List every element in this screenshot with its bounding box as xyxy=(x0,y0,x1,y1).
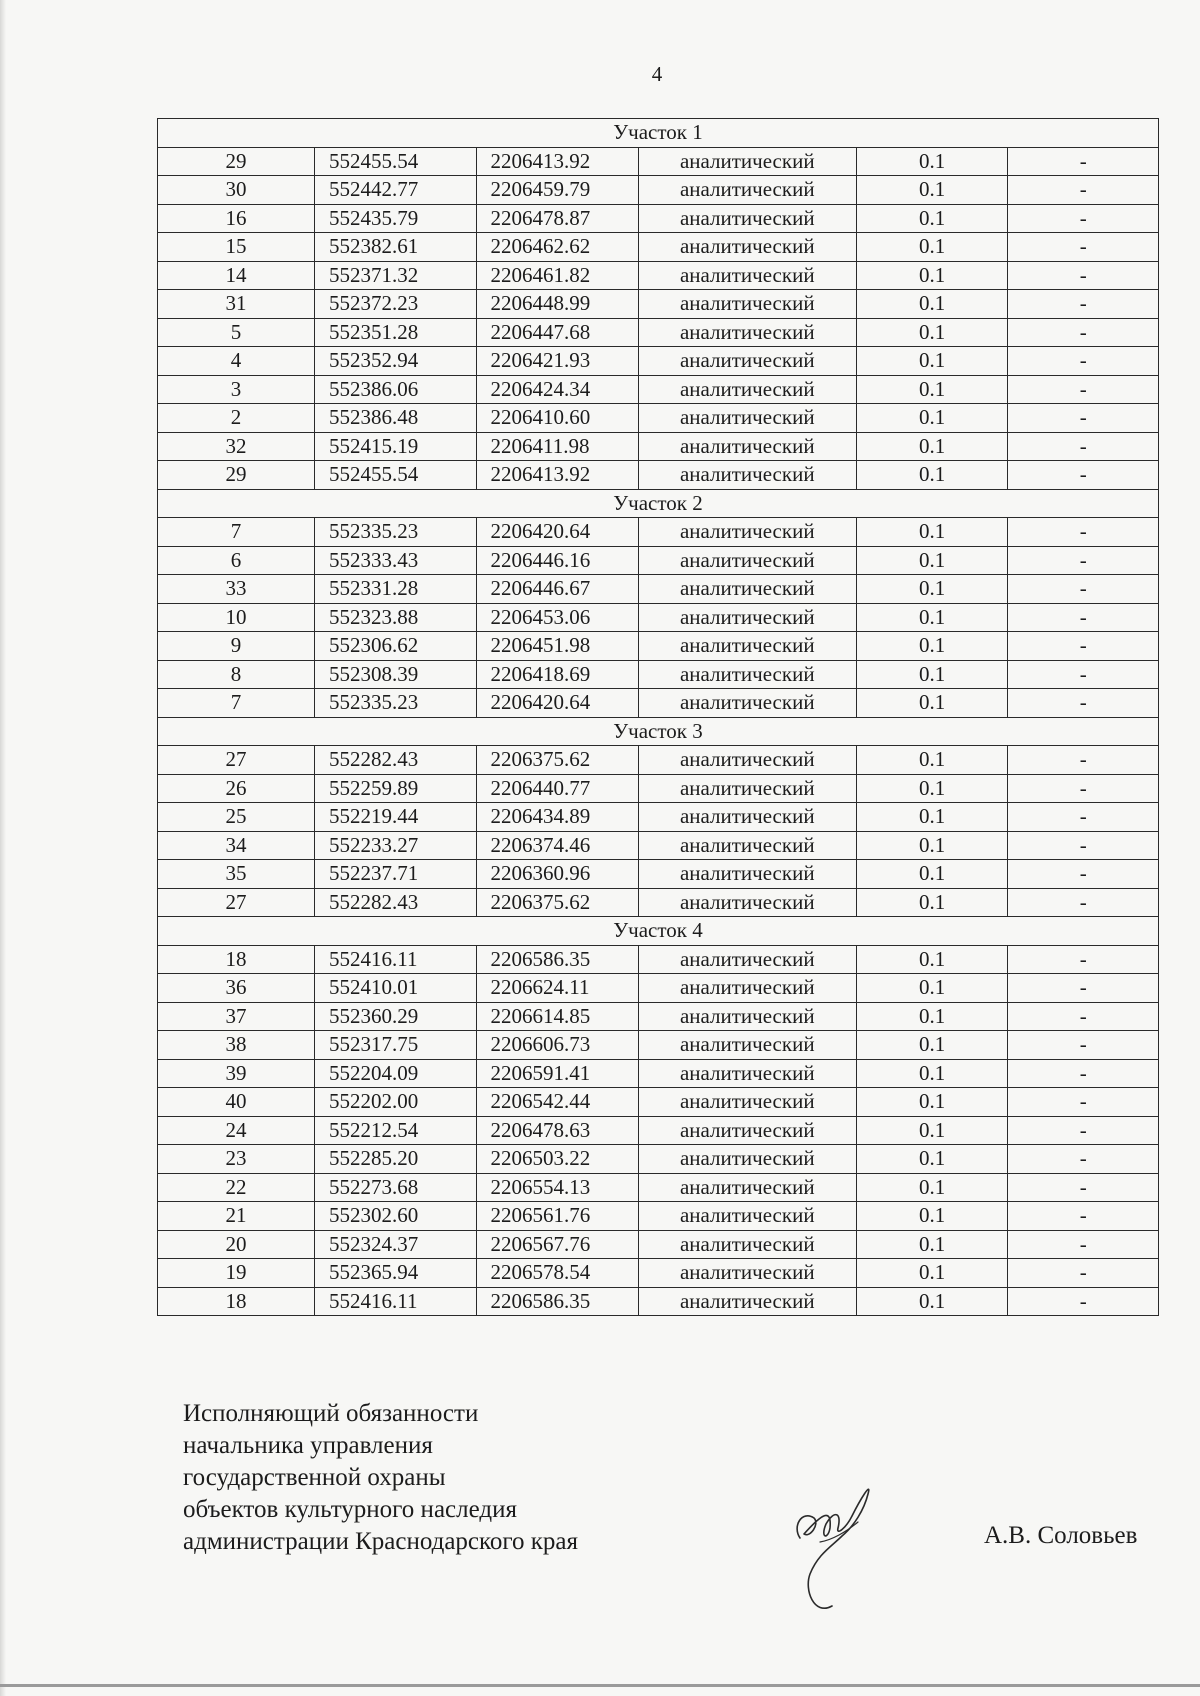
y-coordinate-cell: 2206446.67 xyxy=(476,575,638,604)
table-row xyxy=(158,774,1159,803)
method-cell: аналитический xyxy=(638,974,856,1003)
method-cell: аналитический xyxy=(638,945,856,974)
handwritten-signature xyxy=(780,1476,900,1626)
method-cell: аналитический xyxy=(638,603,856,632)
method-cell: аналитический xyxy=(638,461,856,490)
description-cell: - xyxy=(1008,603,1159,632)
accuracy-cell: 0.1 xyxy=(856,632,1008,661)
point-number-cell: 30 xyxy=(158,176,315,205)
x-coordinate-cell: 552335.23 xyxy=(314,518,476,547)
y-coordinate-cell: 2206624.11 xyxy=(476,974,638,1003)
table-row xyxy=(158,1031,1159,1060)
x-coordinate-cell: 552382.61 xyxy=(314,233,476,262)
method-cell: аналитический xyxy=(638,546,856,575)
accuracy-cell: 0.1 xyxy=(856,518,1008,547)
table-row xyxy=(158,603,1159,632)
table-row xyxy=(158,318,1159,347)
x-coordinate-cell: 552212.54 xyxy=(314,1116,476,1145)
description-cell: - xyxy=(1008,1230,1159,1259)
coordinates-table-body xyxy=(158,119,1159,1316)
section-title: Участок 2 xyxy=(158,489,1159,518)
table-row xyxy=(158,860,1159,889)
y-coordinate-cell: 2206420.64 xyxy=(476,689,638,718)
method-cell: аналитический xyxy=(638,176,856,205)
x-coordinate-cell: 552317.75 xyxy=(314,1031,476,1060)
table-row xyxy=(158,746,1159,775)
x-coordinate-cell: 552308.39 xyxy=(314,660,476,689)
point-number-cell: 22 xyxy=(158,1173,315,1202)
point-number-cell: 14 xyxy=(158,261,315,290)
y-coordinate-cell: 2206478.63 xyxy=(476,1116,638,1145)
table-row xyxy=(158,1059,1159,1088)
y-coordinate-cell: 2206459.79 xyxy=(476,176,638,205)
description-cell: - xyxy=(1008,290,1159,319)
accuracy-cell: 0.1 xyxy=(856,1088,1008,1117)
point-number-cell: 26 xyxy=(158,774,315,803)
method-cell: аналитический xyxy=(638,404,856,433)
description-cell: - xyxy=(1008,176,1159,205)
method-cell: аналитический xyxy=(638,233,856,262)
method-cell: аналитический xyxy=(638,1116,856,1145)
table-row xyxy=(158,831,1159,860)
table-row xyxy=(158,1116,1159,1145)
y-coordinate-cell: 2206578.54 xyxy=(476,1259,638,1288)
description-cell: - xyxy=(1008,1002,1159,1031)
accuracy-cell: 0.1 xyxy=(856,1059,1008,1088)
x-coordinate-cell: 552282.43 xyxy=(314,746,476,775)
y-coordinate-cell: 2206542.44 xyxy=(476,1088,638,1117)
table-row xyxy=(158,1202,1159,1231)
x-coordinate-cell: 552302.60 xyxy=(314,1202,476,1231)
table-row xyxy=(158,888,1159,917)
accuracy-cell: 0.1 xyxy=(856,546,1008,575)
accuracy-cell: 0.1 xyxy=(856,461,1008,490)
accuracy-cell: 0.1 xyxy=(856,1173,1008,1202)
point-number-cell: 10 xyxy=(158,603,315,632)
x-coordinate-cell: 552372.23 xyxy=(314,290,476,319)
accuracy-cell: 0.1 xyxy=(856,1230,1008,1259)
section-header-row xyxy=(158,717,1159,746)
description-cell: - xyxy=(1008,974,1159,1003)
method-cell: аналитический xyxy=(638,632,856,661)
x-coordinate-cell: 552306.62 xyxy=(314,632,476,661)
description-cell: - xyxy=(1008,318,1159,347)
point-number-cell: 16 xyxy=(158,204,315,233)
method-cell: аналитический xyxy=(638,888,856,917)
x-coordinate-cell: 552455.54 xyxy=(314,147,476,176)
description-cell: - xyxy=(1008,518,1159,547)
signer-position-line: объектов культурного наследия xyxy=(183,1496,517,1523)
description-cell: - xyxy=(1008,375,1159,404)
point-number-cell: 37 xyxy=(158,1002,315,1031)
description-cell: - xyxy=(1008,233,1159,262)
description-cell: - xyxy=(1008,1088,1159,1117)
method-cell: аналитический xyxy=(638,1002,856,1031)
x-coordinate-cell: 552360.29 xyxy=(314,1002,476,1031)
x-coordinate-cell: 552386.06 xyxy=(314,375,476,404)
table-row xyxy=(158,233,1159,262)
method-cell: аналитический xyxy=(638,1145,856,1174)
accuracy-cell: 0.1 xyxy=(856,774,1008,803)
description-cell: - xyxy=(1008,1145,1159,1174)
table-row xyxy=(158,261,1159,290)
table-row xyxy=(158,1002,1159,1031)
table-row xyxy=(158,1145,1159,1174)
description-cell: - xyxy=(1008,1259,1159,1288)
table-row xyxy=(158,147,1159,176)
section-title: Участок 4 xyxy=(158,917,1159,946)
point-number-cell: 20 xyxy=(158,1230,315,1259)
coordinates-table xyxy=(157,118,1159,1316)
x-coordinate-cell: 552237.71 xyxy=(314,860,476,889)
method-cell: аналитический xyxy=(638,774,856,803)
table-row xyxy=(158,632,1159,661)
description-cell: - xyxy=(1008,1059,1159,1088)
point-number-cell: 23 xyxy=(158,1145,315,1174)
accuracy-cell: 0.1 xyxy=(856,1002,1008,1031)
accuracy-cell: 0.1 xyxy=(856,689,1008,718)
point-number-cell: 36 xyxy=(158,974,315,1003)
accuracy-cell: 0.1 xyxy=(856,974,1008,1003)
y-coordinate-cell: 2206561.76 xyxy=(476,1202,638,1231)
y-coordinate-cell: 2206554.13 xyxy=(476,1173,638,1202)
table-row xyxy=(158,404,1159,433)
signer-position xyxy=(183,1398,578,1558)
description-cell: - xyxy=(1008,803,1159,832)
accuracy-cell: 0.1 xyxy=(856,888,1008,917)
y-coordinate-cell: 2206418.69 xyxy=(476,660,638,689)
point-number-cell: 35 xyxy=(158,860,315,889)
table-row xyxy=(158,347,1159,376)
y-coordinate-cell: 2206434.89 xyxy=(476,803,638,832)
method-cell: аналитический xyxy=(638,860,856,889)
method-cell: аналитический xyxy=(638,746,856,775)
point-number-cell: 4 xyxy=(158,347,315,376)
section-title: Участок 1 xyxy=(158,119,1159,148)
description-cell: - xyxy=(1008,546,1159,575)
table-row xyxy=(158,176,1159,205)
point-number-cell: 2 xyxy=(158,404,315,433)
table-row xyxy=(158,546,1159,575)
section-header-row xyxy=(158,489,1159,518)
y-coordinate-cell: 2206606.73 xyxy=(476,1031,638,1060)
x-coordinate-cell: 552455.54 xyxy=(314,461,476,490)
y-coordinate-cell: 2206410.60 xyxy=(476,404,638,433)
accuracy-cell: 0.1 xyxy=(856,803,1008,832)
y-coordinate-cell: 2206461.82 xyxy=(476,261,638,290)
section-title: Участок 3 xyxy=(158,717,1159,746)
table-row xyxy=(158,1259,1159,1288)
y-coordinate-cell: 2206503.22 xyxy=(476,1145,638,1174)
accuracy-cell: 0.1 xyxy=(856,1202,1008,1231)
accuracy-cell: 0.1 xyxy=(856,176,1008,205)
table-row xyxy=(158,689,1159,718)
table-row xyxy=(158,1088,1159,1117)
point-number-cell: 34 xyxy=(158,831,315,860)
y-coordinate-cell: 2206447.68 xyxy=(476,318,638,347)
description-cell: - xyxy=(1008,1287,1159,1316)
point-number-cell: 31 xyxy=(158,290,315,319)
table-row xyxy=(158,974,1159,1003)
point-number-cell: 8 xyxy=(158,660,315,689)
description-cell: - xyxy=(1008,632,1159,661)
x-coordinate-cell: 552259.89 xyxy=(314,774,476,803)
scan-left-edge xyxy=(0,0,6,1696)
description-cell: - xyxy=(1008,831,1159,860)
method-cell: аналитический xyxy=(638,147,856,176)
y-coordinate-cell: 2206586.35 xyxy=(476,945,638,974)
description-cell: - xyxy=(1008,888,1159,917)
x-coordinate-cell: 552273.68 xyxy=(314,1173,476,1202)
table-row xyxy=(158,518,1159,547)
accuracy-cell: 0.1 xyxy=(856,1145,1008,1174)
point-number-cell: 6 xyxy=(158,546,315,575)
method-cell: аналитический xyxy=(638,1230,856,1259)
accuracy-cell: 0.1 xyxy=(856,347,1008,376)
accuracy-cell: 0.1 xyxy=(856,1287,1008,1316)
y-coordinate-cell: 2206411.98 xyxy=(476,432,638,461)
description-cell: - xyxy=(1008,204,1159,233)
x-coordinate-cell: 552233.27 xyxy=(314,831,476,860)
table-row xyxy=(158,1230,1159,1259)
x-coordinate-cell: 552335.23 xyxy=(314,689,476,718)
table-row xyxy=(158,204,1159,233)
x-coordinate-cell: 552371.32 xyxy=(314,261,476,290)
method-cell: аналитический xyxy=(638,375,856,404)
description-cell: - xyxy=(1008,1116,1159,1145)
description-cell: - xyxy=(1008,347,1159,376)
x-coordinate-cell: 552386.48 xyxy=(314,404,476,433)
x-coordinate-cell: 552435.79 xyxy=(314,204,476,233)
point-number-cell: 21 xyxy=(158,1202,315,1231)
description-cell: - xyxy=(1008,261,1159,290)
x-coordinate-cell: 552202.00 xyxy=(314,1088,476,1117)
y-coordinate-cell: 2206614.85 xyxy=(476,1002,638,1031)
y-coordinate-cell: 2206375.62 xyxy=(476,746,638,775)
accuracy-cell: 0.1 xyxy=(856,860,1008,889)
description-cell: - xyxy=(1008,945,1159,974)
description-cell: - xyxy=(1008,660,1159,689)
signer-position-line: администрации Краснодарского края xyxy=(183,1528,579,1555)
signer-position-line: государственной охраны xyxy=(183,1464,446,1491)
accuracy-cell: 0.1 xyxy=(856,746,1008,775)
accuracy-cell: 0.1 xyxy=(856,1116,1008,1145)
x-coordinate-cell: 552323.88 xyxy=(314,603,476,632)
accuracy-cell: 0.1 xyxy=(856,660,1008,689)
point-number-cell: 24 xyxy=(158,1116,315,1145)
point-number-cell: 9 xyxy=(158,632,315,661)
table-row xyxy=(158,461,1159,490)
table-row xyxy=(158,375,1159,404)
point-number-cell: 7 xyxy=(158,689,315,718)
section-header-row xyxy=(158,119,1159,148)
table-row xyxy=(158,1287,1159,1316)
y-coordinate-cell: 2206413.92 xyxy=(476,461,638,490)
point-number-cell: 19 xyxy=(158,1259,315,1288)
accuracy-cell: 0.1 xyxy=(856,318,1008,347)
y-coordinate-cell: 2206421.93 xyxy=(476,347,638,376)
method-cell: аналитический xyxy=(638,1287,856,1316)
accuracy-cell: 0.1 xyxy=(856,603,1008,632)
method-cell: аналитический xyxy=(638,318,856,347)
method-cell: аналитический xyxy=(638,1259,856,1288)
x-coordinate-cell: 552204.09 xyxy=(314,1059,476,1088)
point-number-cell: 29 xyxy=(158,461,315,490)
point-number-cell: 27 xyxy=(158,888,315,917)
method-cell: аналитический xyxy=(638,1088,856,1117)
point-number-cell: 15 xyxy=(158,233,315,262)
point-number-cell: 29 xyxy=(158,147,315,176)
y-coordinate-cell: 2206420.64 xyxy=(476,518,638,547)
x-coordinate-cell: 552333.43 xyxy=(314,546,476,575)
signer-position-line: Исполняющий обязанности xyxy=(183,1400,479,1427)
x-coordinate-cell: 552331.28 xyxy=(314,575,476,604)
table-row xyxy=(158,575,1159,604)
signer-name: А.В. Соловьев xyxy=(984,1522,1138,1549)
accuracy-cell: 0.1 xyxy=(856,1031,1008,1060)
point-number-cell: 5 xyxy=(158,318,315,347)
y-coordinate-cell: 2206446.16 xyxy=(476,546,638,575)
point-number-cell: 33 xyxy=(158,575,315,604)
accuracy-cell: 0.1 xyxy=(856,945,1008,974)
description-cell: - xyxy=(1008,860,1159,889)
method-cell: аналитический xyxy=(638,689,856,718)
y-coordinate-cell: 2206586.35 xyxy=(476,1287,638,1316)
point-number-cell: 40 xyxy=(158,1088,315,1117)
x-coordinate-cell: 552285.20 xyxy=(314,1145,476,1174)
table-row xyxy=(158,432,1159,461)
point-number-cell: 25 xyxy=(158,803,315,832)
scan-bottom-edge xyxy=(0,1684,1200,1687)
point-number-cell: 38 xyxy=(158,1031,315,1060)
accuracy-cell: 0.1 xyxy=(856,831,1008,860)
description-cell: - xyxy=(1008,147,1159,176)
accuracy-cell: 0.1 xyxy=(856,147,1008,176)
description-cell: - xyxy=(1008,1173,1159,1202)
y-coordinate-cell: 2206424.34 xyxy=(476,375,638,404)
method-cell: аналитический xyxy=(638,261,856,290)
y-coordinate-cell: 2206591.41 xyxy=(476,1059,638,1088)
description-cell: - xyxy=(1008,404,1159,433)
x-coordinate-cell: 552352.94 xyxy=(314,347,476,376)
table-row xyxy=(158,803,1159,832)
accuracy-cell: 0.1 xyxy=(856,1259,1008,1288)
x-coordinate-cell: 552365.94 xyxy=(314,1259,476,1288)
point-number-cell: 39 xyxy=(158,1059,315,1088)
accuracy-cell: 0.1 xyxy=(856,290,1008,319)
y-coordinate-cell: 2206453.06 xyxy=(476,603,638,632)
y-coordinate-cell: 2206375.62 xyxy=(476,888,638,917)
point-number-cell: 18 xyxy=(158,1287,315,1316)
description-cell: - xyxy=(1008,1202,1159,1231)
description-cell: - xyxy=(1008,746,1159,775)
x-coordinate-cell: 552415.19 xyxy=(314,432,476,461)
point-number-cell: 27 xyxy=(158,746,315,775)
y-coordinate-cell: 2206462.62 xyxy=(476,233,638,262)
method-cell: аналитический xyxy=(638,1059,856,1088)
description-cell: - xyxy=(1008,461,1159,490)
description-cell: - xyxy=(1008,1031,1159,1060)
x-coordinate-cell: 552282.43 xyxy=(314,888,476,917)
method-cell: аналитический xyxy=(638,432,856,461)
method-cell: аналитический xyxy=(638,1031,856,1060)
method-cell: аналитический xyxy=(638,204,856,233)
y-coordinate-cell: 2206451.98 xyxy=(476,632,638,661)
accuracy-cell: 0.1 xyxy=(856,575,1008,604)
accuracy-cell: 0.1 xyxy=(856,204,1008,233)
point-number-cell: 7 xyxy=(158,518,315,547)
accuracy-cell: 0.1 xyxy=(856,233,1008,262)
x-coordinate-cell: 552324.37 xyxy=(314,1230,476,1259)
method-cell: аналитический xyxy=(638,290,856,319)
method-cell: аналитический xyxy=(638,347,856,376)
method-cell: аналитический xyxy=(638,1173,856,1202)
description-cell: - xyxy=(1008,575,1159,604)
point-number-cell: 32 xyxy=(158,432,315,461)
point-number-cell: 3 xyxy=(158,375,315,404)
page-number: 4 xyxy=(651,62,663,86)
y-coordinate-cell: 2206374.46 xyxy=(476,831,638,860)
x-coordinate-cell: 552416.11 xyxy=(314,1287,476,1316)
method-cell: аналитический xyxy=(638,803,856,832)
x-coordinate-cell: 552351.28 xyxy=(314,318,476,347)
y-coordinate-cell: 2206413.92 xyxy=(476,147,638,176)
table-row xyxy=(158,945,1159,974)
method-cell: аналитический xyxy=(638,660,856,689)
x-coordinate-cell: 552219.44 xyxy=(314,803,476,832)
description-cell: - xyxy=(1008,432,1159,461)
accuracy-cell: 0.1 xyxy=(856,432,1008,461)
signer-position-line: начальника управления xyxy=(183,1432,433,1459)
y-coordinate-cell: 2206440.77 xyxy=(476,774,638,803)
x-coordinate-cell: 552442.77 xyxy=(314,176,476,205)
point-number-cell: 18 xyxy=(158,945,315,974)
y-coordinate-cell: 2206567.76 xyxy=(476,1230,638,1259)
table-row xyxy=(158,1173,1159,1202)
section-header-row xyxy=(158,917,1159,946)
description-cell: - xyxy=(1008,689,1159,718)
y-coordinate-cell: 2206478.87 xyxy=(476,204,638,233)
accuracy-cell: 0.1 xyxy=(856,375,1008,404)
x-coordinate-cell: 552410.01 xyxy=(314,974,476,1003)
method-cell: аналитический xyxy=(638,1202,856,1231)
method-cell: аналитический xyxy=(638,518,856,547)
y-coordinate-cell: 2206448.99 xyxy=(476,290,638,319)
method-cell: аналитический xyxy=(638,831,856,860)
accuracy-cell: 0.1 xyxy=(856,261,1008,290)
table-row xyxy=(158,660,1159,689)
table-row xyxy=(158,290,1159,319)
y-coordinate-cell: 2206360.96 xyxy=(476,860,638,889)
x-coordinate-cell: 552416.11 xyxy=(314,945,476,974)
accuracy-cell: 0.1 xyxy=(856,404,1008,433)
method-cell: аналитический xyxy=(638,575,856,604)
description-cell: - xyxy=(1008,774,1159,803)
